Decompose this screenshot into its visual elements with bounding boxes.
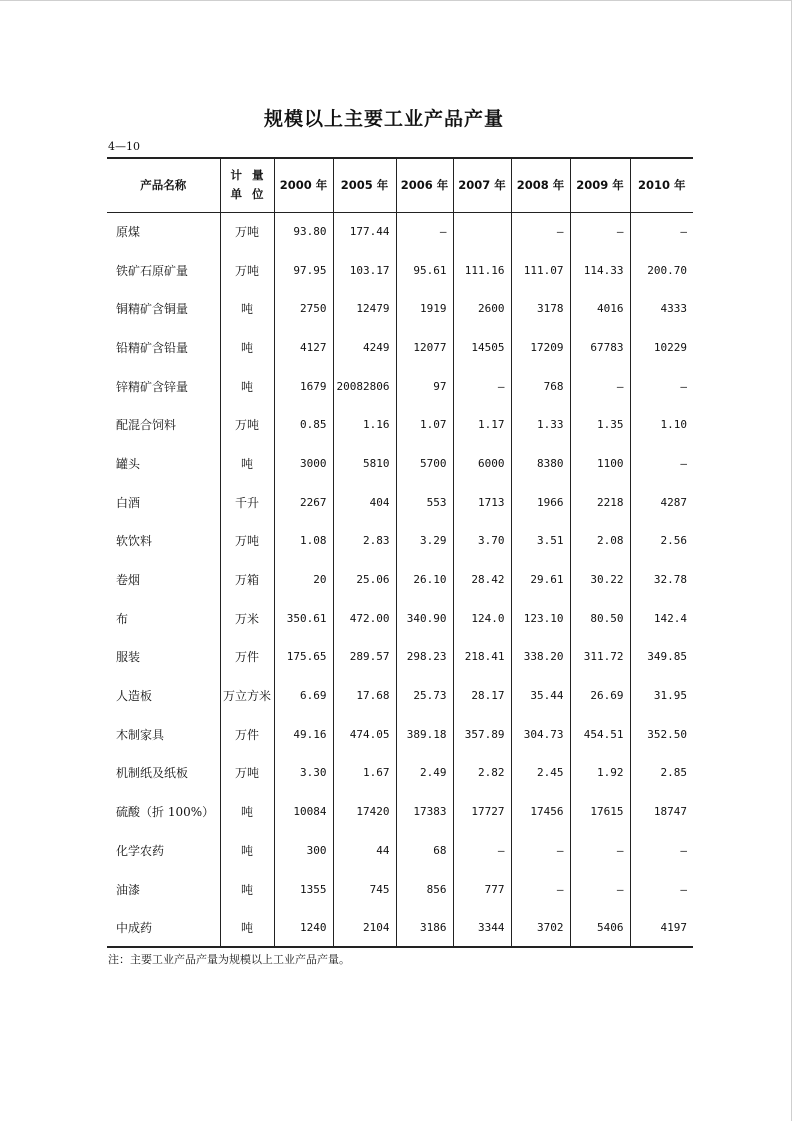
value-cell: 3344 bbox=[453, 908, 511, 947]
table-row bbox=[107, 831, 693, 870]
table-row bbox=[107, 908, 693, 947]
table-row bbox=[107, 444, 693, 483]
table-row bbox=[107, 599, 693, 638]
value-cell: 111.07 bbox=[511, 251, 570, 290]
product-name-cell: 机制纸及纸板 bbox=[116, 766, 189, 781]
header-year-2005: 2005 年 bbox=[333, 158, 396, 212]
unit-cell: 吨 bbox=[220, 328, 274, 367]
value-cell: 14505 bbox=[453, 328, 511, 367]
value-cell: — bbox=[630, 831, 693, 870]
value-cell: — bbox=[630, 212, 693, 251]
table-body bbox=[107, 212, 693, 947]
production-table bbox=[107, 157, 693, 948]
table-row bbox=[107, 522, 693, 561]
value-cell: 97 bbox=[396, 367, 453, 406]
value-cell: 4333 bbox=[630, 289, 693, 328]
unit-cell: 万米 bbox=[220, 599, 274, 638]
unit-cell: 万箱 bbox=[220, 560, 274, 599]
table-row bbox=[107, 212, 693, 251]
table-row bbox=[107, 870, 693, 909]
value-cell: 111.16 bbox=[453, 251, 511, 290]
value-cell: 1355 bbox=[274, 870, 333, 909]
table-row bbox=[107, 289, 693, 328]
table-row bbox=[107, 792, 693, 831]
value-cell: 553 bbox=[396, 483, 453, 522]
value-cell: 3186 bbox=[396, 908, 453, 947]
value-cell: 31.95 bbox=[630, 676, 693, 715]
value-cell: 2.49 bbox=[396, 754, 453, 793]
value-cell: — bbox=[630, 870, 693, 909]
value-cell: — bbox=[453, 367, 511, 406]
value-cell: 2.82 bbox=[453, 754, 511, 793]
product-name-cell: 卷烟 bbox=[116, 573, 141, 588]
product-name-cell: 木制家具 bbox=[116, 727, 165, 742]
value-cell: 3.29 bbox=[396, 522, 453, 561]
table-row bbox=[107, 405, 693, 444]
value-cell: 32.78 bbox=[630, 560, 693, 599]
product-name-cell: 服装 bbox=[116, 650, 141, 665]
value-cell: 2600 bbox=[453, 289, 511, 328]
value-cell: 3178 bbox=[511, 289, 570, 328]
table-row bbox=[107, 638, 693, 677]
value-cell: 340.90 bbox=[396, 599, 453, 638]
table-row bbox=[107, 367, 693, 406]
value-cell: 142.4 bbox=[630, 599, 693, 638]
header-year-2008: 2008 年 bbox=[511, 158, 570, 212]
value-cell: 5700 bbox=[396, 444, 453, 483]
value-cell: 289.57 bbox=[333, 638, 396, 677]
header-unit-line2: 单位 bbox=[230, 187, 274, 202]
unit-cell: 吨 bbox=[220, 870, 274, 909]
value-cell: 2104 bbox=[333, 908, 396, 947]
value-cell: 30.22 bbox=[570, 560, 630, 599]
value-cell: 2.56 bbox=[630, 522, 693, 561]
value-cell: 95.61 bbox=[396, 251, 453, 290]
value-cell: 2750 bbox=[274, 289, 333, 328]
value-cell: 17383 bbox=[396, 792, 453, 831]
unit-cell: 万件 bbox=[220, 638, 274, 677]
value-cell: 1100 bbox=[570, 444, 630, 483]
value-cell: 218.41 bbox=[453, 638, 511, 677]
unit-cell: 吨 bbox=[220, 367, 274, 406]
value-cell: 200.70 bbox=[630, 251, 693, 290]
value-cell: 10229 bbox=[630, 328, 693, 367]
value-cell: 1966 bbox=[511, 483, 570, 522]
value-cell: 1679 bbox=[274, 367, 333, 406]
value-cell: 1.16 bbox=[333, 405, 396, 444]
value-cell: 350.61 bbox=[274, 599, 333, 638]
value-cell: 3702 bbox=[511, 908, 570, 947]
header-row bbox=[107, 158, 693, 212]
product-name-cell: 锌精矿含锌量 bbox=[116, 379, 189, 394]
value-cell: 175.65 bbox=[274, 638, 333, 677]
value-cell: 2.08 bbox=[570, 522, 630, 561]
value-cell: 25.73 bbox=[396, 676, 453, 715]
product-name-cell: 配混合饲料 bbox=[116, 418, 177, 433]
header-year-2006: 2006 年 bbox=[396, 158, 453, 212]
value-cell: 474.05 bbox=[333, 715, 396, 754]
product-name-cell: 铅精矿含铅量 bbox=[116, 340, 189, 355]
product-name-cell: 人造板 bbox=[116, 689, 153, 704]
table-row bbox=[107, 715, 693, 754]
value-cell: 2.83 bbox=[333, 522, 396, 561]
value-cell: 17.68 bbox=[333, 676, 396, 715]
value-cell: 5406 bbox=[570, 908, 630, 947]
value-cell: — bbox=[570, 212, 630, 251]
value-cell: 12479 bbox=[333, 289, 396, 328]
value-cell: 26.10 bbox=[396, 560, 453, 599]
value-cell: 103.17 bbox=[333, 251, 396, 290]
value-cell: 349.85 bbox=[630, 638, 693, 677]
header-unit-line1: 计量 bbox=[230, 168, 274, 183]
value-cell: 2218 bbox=[570, 483, 630, 522]
value-cell: 35.44 bbox=[511, 676, 570, 715]
value-cell: 4197 bbox=[630, 908, 693, 947]
value-cell: 1.17 bbox=[453, 405, 511, 444]
value-cell: — bbox=[570, 870, 630, 909]
unit-cell: 吨 bbox=[220, 792, 274, 831]
value-cell: 17615 bbox=[570, 792, 630, 831]
header-unit bbox=[220, 158, 274, 212]
value-cell: 2267 bbox=[274, 483, 333, 522]
value-cell: 1919 bbox=[396, 289, 453, 328]
unit-cell: 吨 bbox=[220, 289, 274, 328]
value-cell: 1.33 bbox=[511, 405, 570, 444]
value-cell: 5810 bbox=[333, 444, 396, 483]
value-cell: 1.07 bbox=[396, 405, 453, 444]
value-cell: 4016 bbox=[570, 289, 630, 328]
value-cell: 3.30 bbox=[274, 754, 333, 793]
header-year-2007: 2007 年 bbox=[453, 158, 511, 212]
unit-cell: 万吨 bbox=[220, 212, 274, 251]
value-cell: — bbox=[511, 212, 570, 251]
value-cell: 745 bbox=[333, 870, 396, 909]
value-cell: 29.61 bbox=[511, 560, 570, 599]
value-cell: 124.0 bbox=[453, 599, 511, 638]
value-cell: 2.85 bbox=[630, 754, 693, 793]
value-cell: — bbox=[630, 444, 693, 483]
value-cell: 311.72 bbox=[570, 638, 630, 677]
value-cell: 114.33 bbox=[570, 251, 630, 290]
table-row bbox=[107, 251, 693, 290]
value-cell: — bbox=[511, 870, 570, 909]
product-name-cell: 罐头 bbox=[116, 456, 141, 471]
product-name-cell: 硫酸（折 100%） bbox=[116, 805, 215, 820]
value-cell: 2.45 bbox=[511, 754, 570, 793]
value-cell: 123.10 bbox=[511, 599, 570, 638]
value-cell: 1240 bbox=[274, 908, 333, 947]
value-cell: 1.10 bbox=[630, 405, 693, 444]
header-product-name: 产品名称 bbox=[107, 158, 220, 212]
unit-cell: 万吨 bbox=[220, 251, 274, 290]
value-cell: 1.08 bbox=[274, 522, 333, 561]
value-cell: 18747 bbox=[630, 792, 693, 831]
unit-cell: 万吨 bbox=[220, 754, 274, 793]
unit-cell: 万立方米 bbox=[220, 676, 274, 715]
value-cell: 67783 bbox=[570, 328, 630, 367]
value-cell: 28.17 bbox=[453, 676, 511, 715]
product-name-cell: 铜精矿含铜量 bbox=[116, 302, 189, 317]
value-cell: — bbox=[453, 831, 511, 870]
value-cell: 3.70 bbox=[453, 522, 511, 561]
value-cell: 1.35 bbox=[570, 405, 630, 444]
value-cell: 68 bbox=[396, 831, 453, 870]
product-name-cell: 软饮料 bbox=[116, 534, 153, 549]
value-cell: — bbox=[570, 831, 630, 870]
product-name-cell: 白酒 bbox=[116, 495, 141, 510]
value-cell: 17420 bbox=[333, 792, 396, 831]
unit-cell: 万件 bbox=[220, 715, 274, 754]
value-cell: 4127 bbox=[274, 328, 333, 367]
header-year-2009: 2009 年 bbox=[570, 158, 630, 212]
value-cell: 0.85 bbox=[274, 405, 333, 444]
unit-cell: 千升 bbox=[220, 483, 274, 522]
value-cell: 26.69 bbox=[570, 676, 630, 715]
unit-cell: 万吨 bbox=[220, 405, 274, 444]
product-name-cell: 原煤 bbox=[116, 225, 141, 240]
value-cell: 177.44 bbox=[333, 212, 396, 251]
product-name-cell: 油漆 bbox=[116, 882, 141, 897]
value-cell: 304.73 bbox=[511, 715, 570, 754]
value-cell: 300 bbox=[274, 831, 333, 870]
value-cell: — bbox=[630, 367, 693, 406]
table-row bbox=[107, 328, 693, 367]
value-cell: 338.20 bbox=[511, 638, 570, 677]
value-cell: 3000 bbox=[274, 444, 333, 483]
value-cell: 1713 bbox=[453, 483, 511, 522]
value-cell: 4249 bbox=[333, 328, 396, 367]
value-cell: 44 bbox=[333, 831, 396, 870]
table-row bbox=[107, 483, 693, 522]
value-cell: 777 bbox=[453, 870, 511, 909]
value-cell: 25.06 bbox=[333, 560, 396, 599]
unit-cell: 吨 bbox=[220, 908, 274, 947]
value-cell: 4287 bbox=[630, 483, 693, 522]
value-cell: 768 bbox=[511, 367, 570, 406]
value-cell: 404 bbox=[333, 483, 396, 522]
table-row bbox=[107, 560, 693, 599]
value-cell bbox=[453, 212, 511, 251]
header-year-2010: 2010 年 bbox=[630, 158, 693, 212]
unit-cell: 吨 bbox=[220, 444, 274, 483]
value-cell: 80.50 bbox=[570, 599, 630, 638]
value-cell: 6.69 bbox=[274, 676, 333, 715]
value-cell: 20 bbox=[274, 560, 333, 599]
value-cell: 856 bbox=[396, 870, 453, 909]
footnote: 注：主要工业产品产量为规模以上工业产品产量。 bbox=[108, 953, 350, 966]
value-cell: 352.50 bbox=[630, 715, 693, 754]
value-cell: 17209 bbox=[511, 328, 570, 367]
value-cell: 17727 bbox=[453, 792, 511, 831]
product-name-cell: 化学农药 bbox=[116, 843, 165, 858]
product-name-cell: 铁矿石原矿量 bbox=[116, 263, 189, 278]
value-cell: 298.23 bbox=[396, 638, 453, 677]
value-cell: 97.95 bbox=[274, 251, 333, 290]
value-cell: 10084 bbox=[274, 792, 333, 831]
value-cell: 6000 bbox=[453, 444, 511, 483]
value-cell: 3.51 bbox=[511, 522, 570, 561]
value-cell: 17456 bbox=[511, 792, 570, 831]
value-cell: 49.16 bbox=[274, 715, 333, 754]
value-cell: 454.51 bbox=[570, 715, 630, 754]
value-cell: — bbox=[570, 367, 630, 406]
value-cell: 12077 bbox=[396, 328, 453, 367]
value-cell: — bbox=[511, 831, 570, 870]
product-name-cell: 布 bbox=[116, 611, 129, 626]
page-title: 规模以上主要工业产品产量 bbox=[263, 108, 504, 130]
unit-cell: 万吨 bbox=[220, 522, 274, 561]
value-cell: 28.42 bbox=[453, 560, 511, 599]
table-number: 4—10 bbox=[108, 140, 140, 153]
product-name-cell: 中成药 bbox=[107, 908, 220, 947]
table-row bbox=[107, 754, 693, 793]
value-cell: 20082806 bbox=[333, 367, 396, 406]
unit-cell: 吨 bbox=[220, 831, 274, 870]
value-cell: 357.89 bbox=[453, 715, 511, 754]
value-cell: 1.92 bbox=[570, 754, 630, 793]
value-cell: 8380 bbox=[511, 444, 570, 483]
table-row bbox=[107, 676, 693, 715]
value-cell: 1.67 bbox=[333, 754, 396, 793]
value-cell: — bbox=[396, 212, 453, 251]
value-cell: 389.18 bbox=[396, 715, 453, 754]
header-year-2000: 2000 年 bbox=[274, 158, 333, 212]
value-cell: 93.80 bbox=[274, 212, 333, 251]
value-cell: 472.00 bbox=[333, 599, 396, 638]
